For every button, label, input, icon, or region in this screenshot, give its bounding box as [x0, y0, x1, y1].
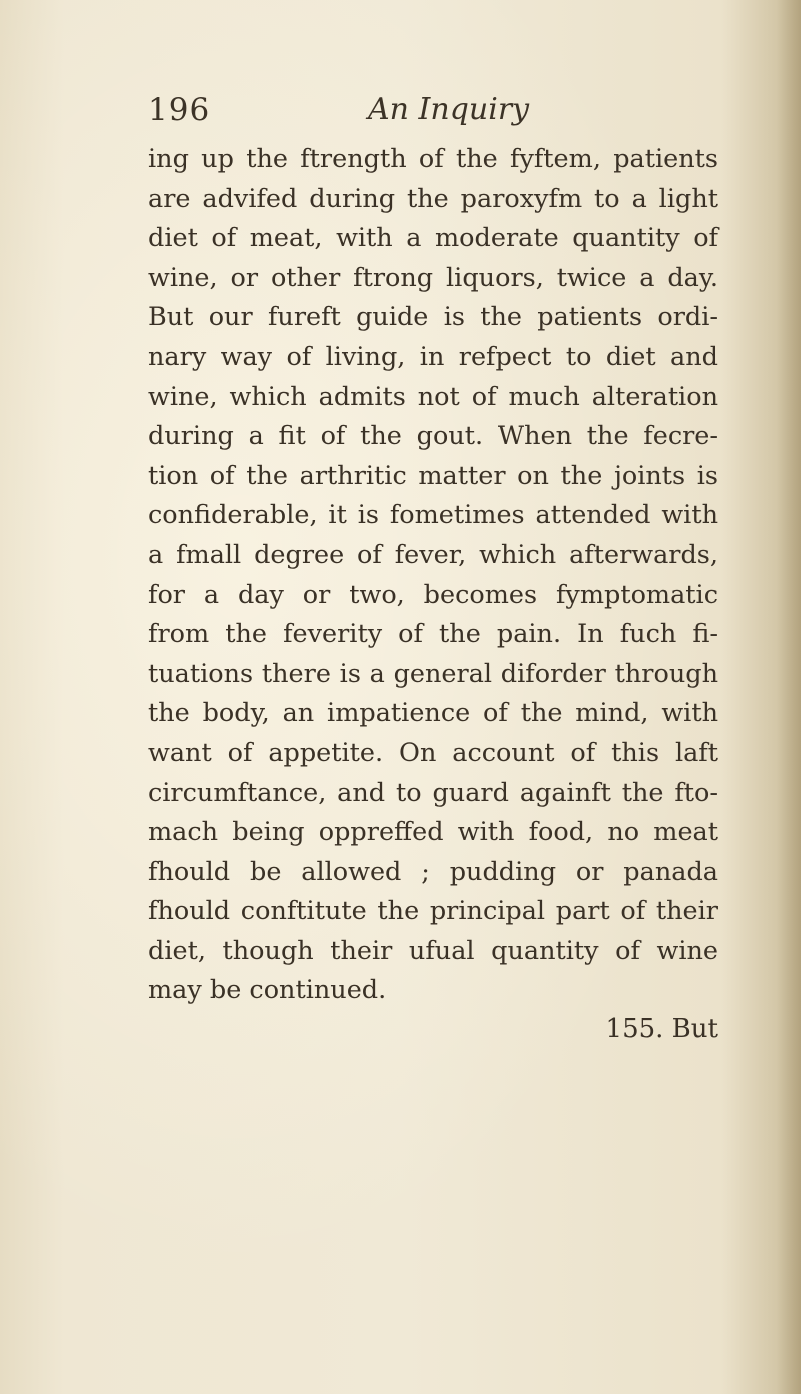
text-line: wine, or other ftrong liquors, twice a day.: [148, 262, 718, 293]
text-line: fhould conftitute the principal part of their: [148, 896, 718, 927]
text-line: wine, which admits not of much alteration: [148, 381, 718, 412]
text-line: tion of the arthritic matter on the joints is: [148, 460, 718, 491]
page-edge-shadow: [777, 0, 801, 1394]
text-line: the body, an impatience of the mind, with: [148, 698, 718, 729]
text-line: during a fit of the gout. When the fecre-: [148, 421, 718, 452]
text-line: confiderable, it is fometimes attended with: [148, 500, 718, 531]
running-title: An Inquiry: [368, 92, 530, 127]
text-line: want of appetite. On account of this laft: [148, 737, 718, 768]
text-line: mach being oppreffed with food, no meat: [148, 817, 718, 848]
text-line: circumftance, and to guard againft the fto-: [148, 777, 718, 808]
text-line: ing up the ftrength of the fyftem, patients: [148, 144, 718, 174]
page-header: [148, 92, 708, 132]
text-line: a fmall degree of fever, which afterwards,: [148, 539, 718, 570]
text-line: for a day or two, becomes fymptomatic: [148, 579, 718, 610]
text-line: tuations there is a general diforder through: [148, 658, 718, 689]
text-line: nary way of living, in refpect to diet and: [148, 341, 718, 372]
page-footer: [148, 1014, 718, 1054]
text-line: fhould be allowed ; pudding or panada: [148, 856, 718, 887]
text-line: diet of meat, with a moderate quantity of: [148, 223, 718, 254]
page-number: 196: [148, 92, 211, 128]
text-line: from the feverity of the pain. In fuch fi-: [148, 619, 718, 650]
text-line: But our fureft guide is the patients ordi-: [148, 302, 718, 333]
catchword: 155. But: [605, 1014, 718, 1044]
body-text: [148, 140, 718, 1011]
text-line: diet, though their ufual quantity of wine: [148, 935, 718, 966]
text-line-last: may be continued.: [148, 975, 387, 1006]
text-line: are advifed during the paroxyfm to a light: [148, 183, 718, 214]
